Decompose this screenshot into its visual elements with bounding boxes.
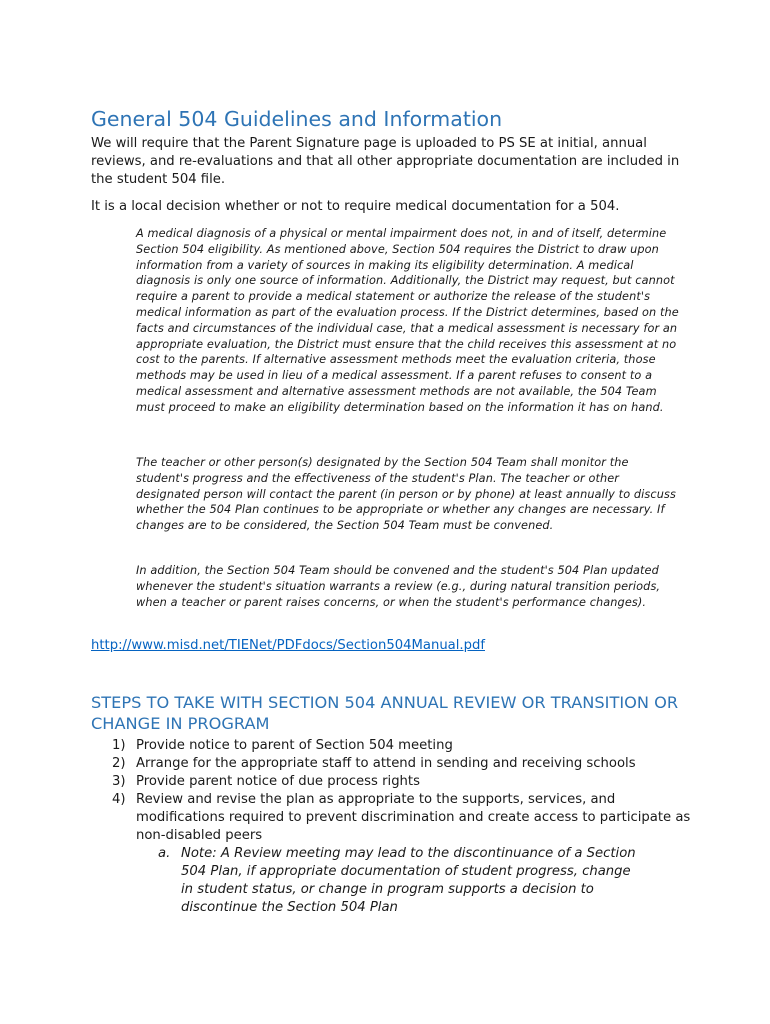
list-item-text: Provide notice to parent of Section 504 meeting	[136, 738, 453, 753]
list-item	[91, 791, 691, 917]
list-number: 2)	[112, 756, 126, 771]
steps-list	[91, 737, 691, 917]
intro-paragraph-medical: It is a local decision whether or not to require medical documentation for a 504.	[91, 199, 620, 214]
list-item-text: Provide parent notice of due process rights	[136, 774, 420, 789]
list-item	[136, 845, 641, 917]
quote-monitoring: The teacher or other person(s) designated by the Section 504 Team shall monitor the student's progress and the effectiveness of the student's Plan. The teacher or other designated person will contact the parent (in person or by phone) at least annually to discuss whether the 504 Plan continues to be appropriate or whether any changes are necessary. If changes are to be considered, the Section 504 Team must be convened.	[136, 456, 676, 533]
list-item-text: Review and revise the plan as appropriate to the supports, services, and modifications required to prevent discrimination and create access to participate as non-disabled peers	[136, 792, 691, 843]
list-item	[91, 737, 691, 755]
quote-medical-diagnosis: A medical diagnosis of a physical or mental impairment does not, in and of itself, determine Section 504 eligibility. As mentioned above, Section 504 requires the District to draw upon information from a variety of sources in making its eligibility determination. A medical diagnosis is only one source of information. Additionally, the District may request, but cannot require a parent to provide a medical statement or authorize the release of the student's medical information as part of the evaluation process. If the District determines, based on the facts and circumstances of the individual case, that a medical assessment is necessary for an appropriate evaluation, the District must ensure that the child receives this assessment at no cost to the parents. If alternative assessment methods meet the evaluation criteria, those methods may be used in lieu of a medical assessment. If a parent refuses to consent to a medical assessment and alternative assessment methods are not available, the 504 Team must proceed to make an eligibility determination based on the information it has on hand.	[136, 227, 679, 414]
list-item	[91, 773, 691, 791]
list-number: 4)	[112, 792, 126, 807]
substeps-list	[136, 845, 691, 917]
list-item-text: Note: A Review meeting may lead to the discontinuance of a Section 504 Plan, if appropriate documentation of student progress, change in student status, or change in program supports a decision to discontinue the Section 504 Plan	[181, 846, 636, 915]
list-number: 1)	[112, 738, 126, 753]
list-item	[91, 755, 691, 773]
page-title: General 504 Guidelines and Information	[91, 107, 503, 131]
list-number: 3)	[112, 774, 126, 789]
intro-paragraph-upload: We will require that the Parent Signature page is uploaded to PS SE at initial, annual reviews, and re-evaluations and that all other appropriate documentation are included in the student 504 file.	[91, 136, 680, 187]
list-letter: a.	[158, 846, 171, 861]
quote-review-trigger: In addition, the Section 504 Team should be convened and the student's 504 Plan updated whenever the student's situation warrants a review (e.g., during natural transition periods, when a teacher or parent raises concerns, or when the student's performance changes).	[136, 564, 661, 609]
section504-manual-link[interactable]: http://www.misd.net/TIENet/PDFdocs/Section504Manual.pdf	[91, 638, 485, 653]
list-item-text: Arrange for the appropriate staff to attend in sending and receiving schools	[136, 756, 636, 771]
steps-heading: STEPS TO TAKE WITH SECTION 504 ANNUAL REVIEW OR TRANSITION OR CHANGE IN PROGRAM	[91, 693, 679, 733]
